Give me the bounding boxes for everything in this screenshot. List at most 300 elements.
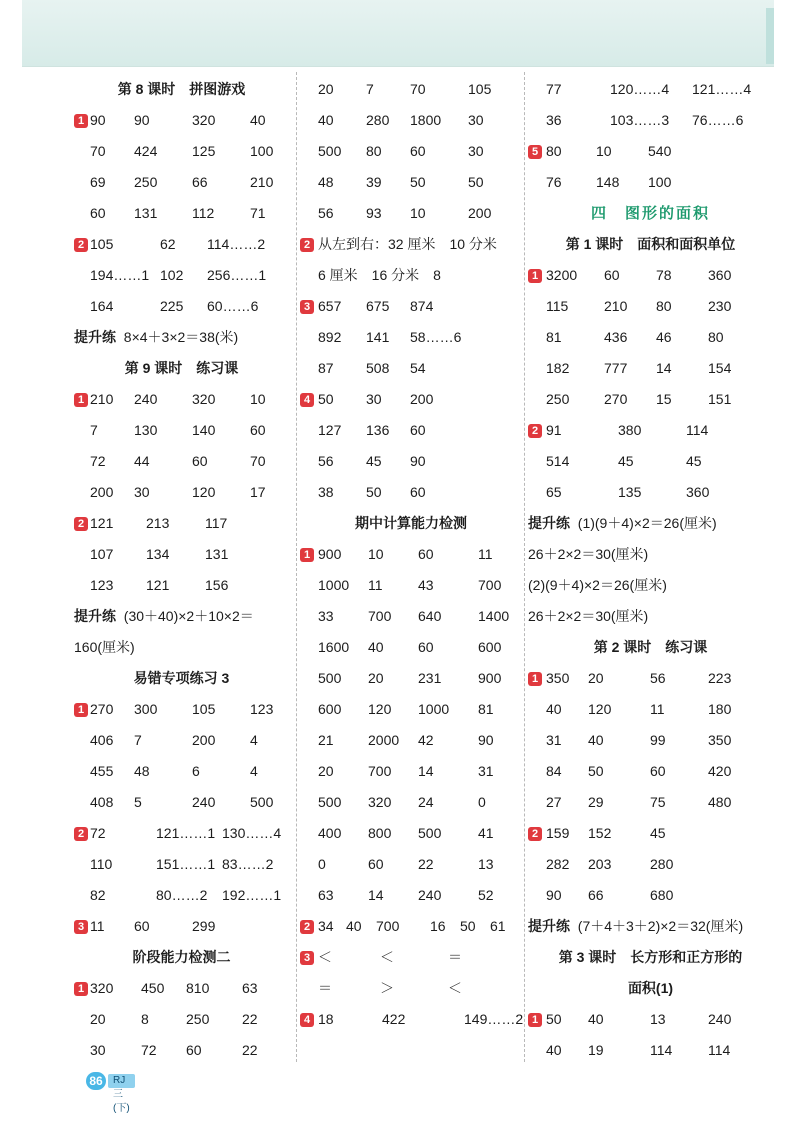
answer-row	[300, 198, 522, 229]
answer-value: 60	[186, 1042, 202, 1058]
answer-value: 46	[656, 329, 672, 345]
answer-row	[300, 446, 522, 477]
answer-value: 400	[318, 825, 342, 841]
answer-value: 240	[134, 391, 158, 407]
extension-label: 提升练	[74, 329, 116, 345]
answer-row	[300, 694, 522, 725]
answer-value: 450	[141, 980, 165, 996]
answer-row	[528, 849, 773, 880]
answer-row	[300, 539, 522, 570]
answer-value: 60	[192, 453, 208, 469]
answer-value: 81	[478, 701, 494, 717]
answer-value: 114……2	[207, 236, 266, 252]
answer-row	[300, 570, 522, 601]
answer-value: 40	[368, 639, 384, 655]
answer-row	[74, 539, 289, 570]
answer-value: 192……1	[222, 887, 282, 903]
answer-value: 130……4	[222, 825, 282, 841]
comparison-symbol: ＜	[380, 949, 394, 965]
answer-row	[300, 167, 522, 198]
unit-title: 四 图形的面积	[590, 205, 710, 222]
answer-value: 40	[588, 1011, 604, 1027]
section-title: 期中计算能力检测	[355, 515, 467, 531]
answer-value: 700	[368, 608, 392, 624]
answer-value: 22	[418, 856, 434, 872]
answer-value: 320	[90, 980, 114, 996]
question-badge: 2	[300, 238, 314, 252]
answer-value: 152	[588, 825, 612, 841]
answer-value: 320	[192, 391, 216, 407]
answer-value: 39	[366, 174, 382, 190]
answer-value: 1000	[418, 701, 450, 717]
section-title: 第 8 课时 拼图游戏	[117, 81, 246, 97]
answer-value: 52	[478, 887, 494, 903]
answer-value: 148	[596, 174, 620, 190]
answer-value: 1000	[318, 577, 350, 593]
answer-value: 270	[90, 701, 114, 717]
answer-value: 2000	[368, 732, 400, 748]
answer-value: 223	[708, 670, 732, 686]
answer-value: 480	[708, 794, 732, 810]
question-badge: 3	[74, 920, 88, 934]
answer-value: 700	[478, 577, 502, 593]
answer-value: 90	[90, 112, 106, 128]
answer-value: 40	[346, 918, 362, 934]
answer-value: 874	[410, 298, 434, 314]
answer-value: 38	[318, 484, 334, 500]
extension-answer: (30＋40)×2＋10×2＝	[123, 608, 254, 624]
answer-value: 7	[134, 732, 142, 748]
answer-value: 117	[205, 515, 228, 531]
answer-row	[528, 818, 773, 849]
answer-value: 436	[604, 329, 628, 345]
answer-value: 43	[418, 577, 434, 593]
answer-value: 71	[250, 205, 266, 221]
question-badge: 1	[74, 114, 88, 128]
answer-row	[528, 136, 773, 167]
answer-value: 56	[318, 453, 334, 469]
answer-value: 11	[368, 577, 383, 593]
answer-value: 250	[134, 174, 158, 190]
answer-value: 256……1	[207, 267, 267, 283]
answer-value: 120	[588, 701, 612, 717]
answer-value: 105	[90, 236, 114, 252]
answer-value: 125	[192, 143, 216, 159]
answer-row	[74, 260, 289, 291]
answer-value: 70	[250, 453, 266, 469]
answer-value: 13	[478, 856, 494, 872]
answer-value: 680	[650, 887, 674, 903]
answer-value: 250	[186, 1011, 210, 1027]
answer-value: 455	[90, 763, 114, 779]
answer-row	[300, 787, 522, 818]
answer-row	[74, 849, 289, 880]
answer-row	[528, 74, 773, 105]
answer-value: 320	[192, 112, 216, 128]
answer-value: 114	[686, 422, 709, 438]
answer-row	[528, 1004, 773, 1035]
answer-value: 200	[468, 205, 492, 221]
answer-value: 50	[366, 484, 382, 500]
answer-value: 6	[192, 763, 200, 779]
answer-value: 11	[478, 546, 493, 562]
answer-value: 24	[418, 794, 434, 810]
answer-row	[74, 167, 289, 198]
answer-value: 81	[546, 329, 562, 345]
answer-value: 1800	[410, 112, 442, 128]
extension-answer: (2)(9＋4)×2＝26(厘米)	[528, 577, 667, 593]
answer-row	[300, 725, 522, 756]
answer-value: 13	[650, 1011, 666, 1027]
answer-row	[528, 446, 773, 477]
answer-value: 31	[478, 763, 494, 779]
question-badge: 2	[74, 517, 88, 531]
answer-value: 60	[650, 763, 666, 779]
answer-row	[300, 229, 522, 260]
answer-row	[74, 756, 289, 787]
answer-value: 700	[376, 918, 400, 934]
answer-value: 120	[192, 484, 216, 500]
section-title: 阶段能力检测二	[132, 949, 231, 965]
answer-value: 80	[546, 143, 562, 159]
answer-value: 194……1	[90, 267, 150, 283]
answer-value: 20	[318, 763, 334, 779]
answer-value: 4	[250, 763, 258, 779]
answer-value: 34	[318, 918, 334, 934]
answer-row	[300, 818, 522, 849]
section-title: 第 1 课时 面积和面积单位	[565, 236, 736, 252]
answer-row	[528, 694, 773, 725]
answer-row	[74, 508, 289, 539]
answer-value: 60	[604, 267, 620, 283]
answer-value: 114	[708, 1042, 731, 1058]
answer-value: 60	[90, 205, 106, 221]
answer-value: 7	[90, 422, 98, 438]
answer-row	[528, 477, 773, 508]
answer-value: 31	[546, 732, 562, 748]
answer-row	[528, 880, 773, 911]
comparison-symbol: ＜	[318, 949, 332, 965]
answer-value: 82	[90, 887, 106, 903]
answer-row	[74, 880, 289, 911]
answer-row	[74, 136, 289, 167]
answer-row	[528, 1035, 773, 1066]
answer-value: 30	[366, 391, 382, 407]
answer-value: 105	[468, 81, 492, 97]
answer-value: 600	[478, 639, 502, 655]
answer-value: 230	[708, 298, 732, 314]
extension-answer: 26＋2×2＝30(厘米)	[528, 546, 649, 562]
answer-value: 48	[318, 174, 334, 190]
answer-row	[74, 1004, 289, 1035]
section-title: 第 2 课时 练习课	[593, 639, 708, 655]
page-number: 86	[86, 1072, 106, 1090]
answer-value: 151……1	[156, 856, 216, 872]
answer-row	[74, 570, 289, 601]
answer-value: 112	[192, 205, 215, 221]
edition-label: RJ 三(下)	[108, 1074, 135, 1088]
answer-row	[74, 818, 289, 849]
answer-row	[528, 384, 773, 415]
answer-value: 121……4	[692, 81, 752, 97]
answer-value: 320	[368, 794, 392, 810]
answer-value: 72	[90, 825, 106, 841]
answer-row	[300, 291, 522, 322]
answer-value: 17	[250, 484, 266, 500]
section-title: 第 9 课时 练习课	[124, 360, 239, 376]
answer-row	[528, 260, 773, 291]
extension-row	[528, 601, 773, 632]
answer-value: 33	[318, 608, 334, 624]
answer-value: 151	[708, 391, 732, 407]
answer-value: 14	[368, 887, 384, 903]
answer-row	[300, 105, 522, 136]
answer-value: 99	[650, 732, 666, 748]
answer-value: 675	[366, 298, 390, 314]
answer-value: 5	[134, 794, 142, 810]
answer-value: 60	[410, 143, 426, 159]
section-title: 易错专项练习 3	[133, 670, 230, 686]
answer-value: 72	[141, 1042, 157, 1058]
answer-value: 420	[708, 763, 732, 779]
answer-value: 77	[546, 81, 562, 97]
answer-row	[300, 1004, 522, 1035]
answer-value: 114	[650, 1042, 673, 1058]
answer-value: 61	[490, 918, 506, 934]
question-badge: 4	[300, 393, 314, 407]
answer-value: 200	[90, 484, 114, 500]
answer-value: 48	[134, 763, 150, 779]
answer-value: 213	[146, 515, 170, 531]
answer-value: 280	[366, 112, 390, 128]
answer-value: 60	[250, 422, 266, 438]
answer-value: 350	[708, 732, 732, 748]
extension-label: 提升练	[528, 918, 570, 934]
answer-value: 10	[410, 205, 426, 221]
answer-row	[74, 198, 289, 229]
answer-value: 42	[418, 732, 434, 748]
question-badge: 1	[528, 672, 542, 686]
answer-value: 63	[318, 887, 334, 903]
answer-value: 54	[410, 360, 426, 376]
answer-row	[528, 105, 773, 136]
extension-row	[528, 539, 773, 570]
answer-value: 27	[546, 794, 562, 810]
answer-row	[528, 756, 773, 787]
answer-value: 130	[134, 422, 158, 438]
extension-row	[528, 570, 773, 601]
answer-value: 90	[134, 112, 150, 128]
answer-row	[300, 911, 522, 942]
answer-value: 45	[618, 453, 634, 469]
answer-row	[74, 787, 289, 818]
answer-value: 107	[90, 546, 114, 562]
answer-value: 1600	[318, 639, 350, 655]
answer-value: 700	[368, 763, 392, 779]
answer-value: 210	[250, 174, 274, 190]
answer-value: 225	[160, 298, 184, 314]
answer-row	[74, 911, 289, 942]
answer-value: 0	[318, 856, 326, 872]
answer-value: 156	[205, 577, 229, 593]
answer-value: 84	[546, 763, 562, 779]
answer-value: 514	[546, 453, 570, 469]
answer-value: 14	[656, 360, 672, 376]
answer-value: 115	[546, 298, 569, 314]
answer-row	[300, 415, 522, 446]
answer-value: 200	[192, 732, 216, 748]
question-badge: 3	[300, 951, 314, 965]
answer-value: 40	[546, 701, 562, 717]
answer-row	[74, 384, 289, 415]
question-badge: 1	[74, 393, 88, 407]
answer-row	[74, 415, 289, 446]
answer-value: 210	[90, 391, 114, 407]
answer-value: 640	[418, 608, 442, 624]
answer-value: 41	[478, 825, 494, 841]
answer-value: 16	[430, 918, 446, 934]
answer-value: 500	[418, 825, 442, 841]
answer-value: 62	[160, 236, 176, 252]
answer-value: 50	[546, 1011, 562, 1027]
answer-value: 240	[708, 1011, 732, 1027]
comparison-symbol: ＝	[448, 949, 462, 965]
answer-value: 422	[382, 1011, 406, 1027]
answer-row	[300, 601, 522, 632]
answer-value: 50	[410, 174, 426, 190]
answer-value: 892	[318, 329, 342, 345]
answer-value: 45	[366, 453, 382, 469]
answer-value: 657	[318, 298, 342, 314]
answer-value: 75	[650, 794, 666, 810]
answer-value: 69	[90, 174, 106, 190]
answer-value: 282	[546, 856, 570, 872]
answer-value: 380	[618, 422, 642, 438]
answer-value: 600	[318, 701, 342, 717]
answer-value: 131	[134, 205, 158, 221]
answer-value: 60	[368, 856, 384, 872]
answer-value: 87	[318, 360, 334, 376]
question-badge: 4	[300, 1013, 314, 1027]
answer-row	[74, 477, 289, 508]
question-badge: 2	[300, 920, 314, 934]
answer-value: 120……4	[610, 81, 670, 97]
answer-value: 100	[648, 174, 672, 190]
answer-row	[300, 880, 522, 911]
answer-value: 500	[318, 794, 342, 810]
section-title: 面积(1)	[627, 980, 674, 996]
answer-value: 60	[134, 918, 150, 934]
answer-value: 127	[318, 422, 342, 438]
answer-value: 123	[250, 701, 274, 717]
answer-value: 80……2	[156, 887, 208, 903]
column-divider-2	[524, 72, 525, 1062]
answer-row	[300, 632, 522, 663]
answer-value: 299	[192, 918, 216, 934]
answer-value: 123	[90, 577, 114, 593]
extension-answer: 26＋2×2＝30(厘米)	[528, 608, 649, 624]
answer-value: 78	[656, 267, 672, 283]
answer-row	[528, 353, 773, 384]
answer-value: 93	[366, 205, 382, 221]
answer-value: 65	[546, 484, 562, 500]
extension-answer: 160(厘米)	[74, 639, 135, 655]
answer-value: 154	[708, 360, 732, 376]
answer-row	[528, 663, 773, 694]
answer-value: 500	[250, 794, 274, 810]
answer-value: 11	[650, 701, 665, 717]
answer-value: 140	[192, 422, 216, 438]
question-badge: 1	[528, 269, 542, 283]
question-badge: 5	[528, 145, 542, 159]
answer-value: 20	[588, 670, 604, 686]
answer-value: 72	[90, 453, 106, 469]
question-badge: 2	[528, 827, 542, 841]
answer-value: 240	[418, 887, 442, 903]
answer-value: 50	[460, 918, 476, 934]
answer-value: 10	[250, 391, 266, 407]
answer-value: 20	[90, 1011, 106, 1027]
answer-value: 300	[134, 701, 158, 717]
answer-value: 500	[318, 670, 342, 686]
answer-value: 80	[656, 298, 672, 314]
answer-value: 350	[546, 670, 570, 686]
question-badge: 1	[74, 703, 88, 717]
answer-value: 136	[366, 422, 390, 438]
question-badge: 1	[74, 982, 88, 996]
answer-value: 203	[588, 856, 612, 872]
question-badge: 3	[300, 300, 314, 314]
answer-value: 20	[368, 670, 384, 686]
answer-value: 91	[546, 422, 562, 438]
answer-value: 11	[90, 918, 105, 934]
answer-value: 14	[418, 763, 434, 779]
comparison-symbol: ＝	[318, 980, 332, 996]
extension-row	[528, 508, 773, 539]
answer-value: 60	[418, 546, 434, 562]
answer-value: 182	[546, 360, 570, 376]
answer-value: 4	[250, 732, 258, 748]
answer-value: 100	[250, 143, 274, 159]
question-badge: 2	[74, 827, 88, 841]
answer-value: 7	[366, 81, 374, 97]
answer-value: 159	[546, 825, 570, 841]
answer-value: 45	[650, 825, 666, 841]
question-badge: 2	[74, 238, 88, 252]
answer-value: 50	[468, 174, 484, 190]
answer-row	[300, 849, 522, 880]
answer-value: 36	[546, 112, 562, 128]
answer-value: 121……1	[156, 825, 216, 841]
answer-row	[74, 291, 289, 322]
answer-value: 164	[90, 298, 114, 314]
answer-value: 231	[418, 670, 442, 686]
answer-row	[528, 167, 773, 198]
answer-value: 200	[410, 391, 434, 407]
answer-value: 800	[368, 825, 392, 841]
answer-row	[74, 1035, 289, 1066]
answer-value: 22	[242, 1042, 258, 1058]
answer-value: 30	[90, 1042, 106, 1058]
answer-value: 40	[546, 1042, 562, 1058]
answer-value: 83……2	[222, 856, 274, 872]
answer-value: 70	[90, 143, 106, 159]
extension-row	[74, 601, 289, 632]
answer-value: 63	[242, 980, 258, 996]
answer-value: 60	[410, 422, 426, 438]
answer-value: 103……3	[610, 112, 670, 128]
answer-text: 从左到右：32 厘米 10 分米	[318, 236, 497, 252]
